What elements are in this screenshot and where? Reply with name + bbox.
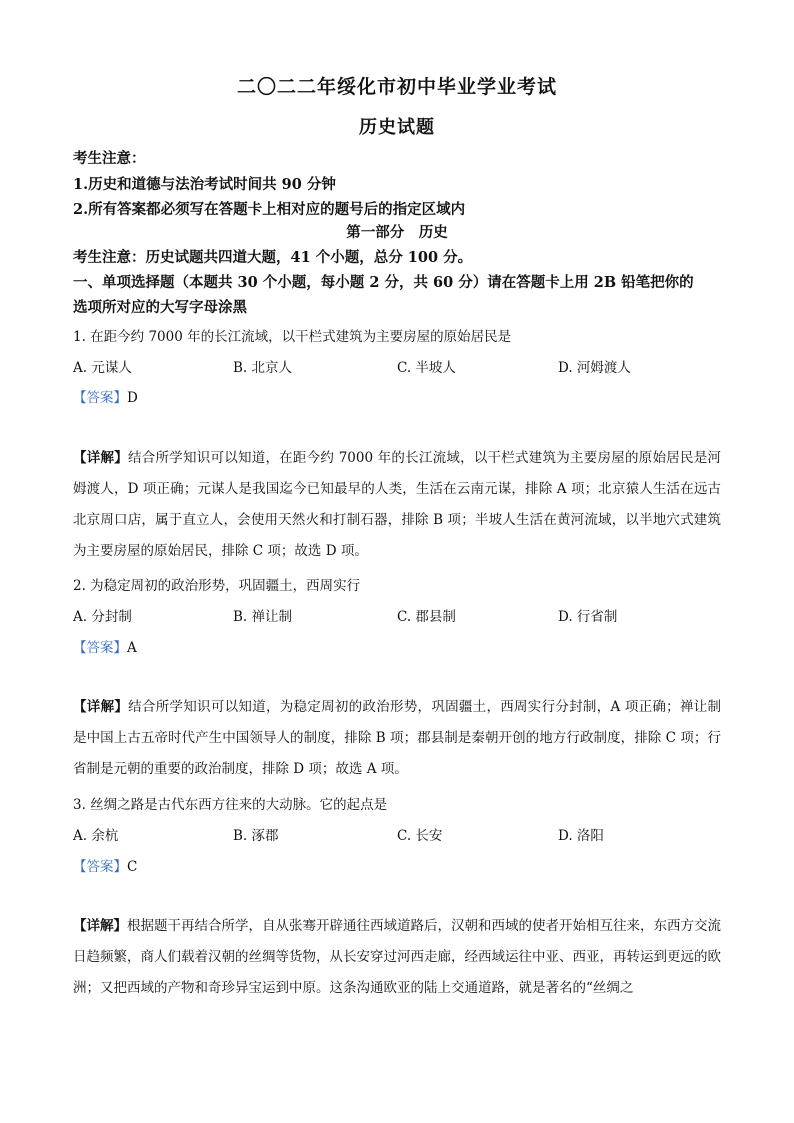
detail-text: 结合所学知识可以知道，为稳定周初的政治形势，巩固疆土，西周实行分封制，A 项正确；禅让制是中国上古五帝时代产生中国领导人的制度，排除 B 项；郡县制是秦朝开创的地方行政制度，排除 C 项；行省制是元朝的重要的政治制度，排除 D 项；故选 A 项。 bbox=[73, 699, 722, 777]
answer-tag: 【答案】 bbox=[73, 640, 127, 656]
notice-item-1: 1.历史和道德与法治考试时间共 90 分钟 bbox=[73, 176, 336, 193]
answer-value: D bbox=[127, 390, 138, 406]
detail-text: 根据题干再结合所学，自从张骞开辟通往西域道路后，汉朝和西域的使者开始相互往来，东西方交流日趋频繁，商人们载着汉朝的丝绸等货物，从长安穿过河西走廊，经西域运往中亚、西亚，再转运到更远的欧洲；又把西域的产物和奇珍异宝运到中原。这条沟通欧亚的陆上交通道路，就是著名的“丝绸之 bbox=[73, 918, 721, 996]
detail-text: 结合所学知识可以知道，在距今约 7000 年的长江流域，以干栏式建筑为主要房屋的原始居民是河姆渡人，D 项正确；元谋人是我国迄今已知最早的人类，生活在云南元谋，排除 A 项；北京猿人生活在远古北京周口店，属于直立人，会使用天然火和打制石器，排除 B 项；半坡人生活在黄河流域，以半地穴式建筑为主要房屋的原始居民，排除 C 项；故选 D 项。 bbox=[73, 450, 721, 559]
section-note: 考生注意：历史试题共四道大题，41 个小题，总分 100 分。 bbox=[73, 249, 473, 266]
part-heading: 第一部分 历史 bbox=[346, 224, 448, 241]
question-1-option-b: B. 北京人 bbox=[233, 360, 293, 376]
question-2-detail bbox=[73, 692, 721, 785]
question-2-option-c: C. 郡县制 bbox=[397, 609, 456, 625]
notice-heading: 考生注意： bbox=[73, 150, 146, 167]
question-1-option-c: C. 半坡人 bbox=[397, 360, 456, 376]
question-1-detail bbox=[73, 443, 721, 567]
question-2-stem: 2. 为稳定周初的政治形势，巩固疆土，西周实行 bbox=[73, 578, 361, 594]
detail-tag: 【详解】 bbox=[73, 918, 127, 934]
question-1-stem: 1. 在距今约 7000 年的长江流域，以干栏式建筑为主要房屋的原始居民是 bbox=[73, 329, 512, 345]
page-title: 二〇二二年绥化市初中毕业学业考试 bbox=[236, 76, 557, 98]
question-3-stem: 3. 丝绸之路是古代东西方往来的大动脉。它的起点是 bbox=[73, 797, 388, 813]
question-3-option-b: B. 涿郡 bbox=[233, 828, 279, 844]
question-2-option-b: B. 禅让制 bbox=[233, 609, 293, 625]
question-3-option-a: A. 余杭 bbox=[73, 828, 119, 844]
answer-value: A bbox=[127, 640, 137, 656]
section-instruction-line-2: 选项所对应的大写字母涂黑 bbox=[73, 299, 247, 316]
answer-value: C bbox=[127, 859, 138, 875]
question-2-option-d: D. 行省制 bbox=[558, 609, 618, 625]
question-3-answer bbox=[73, 855, 137, 875]
page-subtitle: 历史试题 bbox=[359, 117, 435, 138]
section-instruction-line-1: 一、单项选择题（本题共 30 个小题，每小题 2 分，共 60 分）请在答题卡上用 2B 铅笔把你的 bbox=[73, 274, 694, 291]
question-2-option-a: A. 分封制 bbox=[73, 609, 132, 625]
question-3-option-c: C. 长安 bbox=[397, 828, 443, 844]
answer-tag: 【答案】 bbox=[73, 859, 127, 875]
question-3-option-d: D. 洛阳 bbox=[558, 828, 604, 844]
question-1-answer bbox=[73, 386, 138, 406]
question-1-option-a: A. 元谋人 bbox=[73, 360, 132, 376]
detail-tag: 【详解】 bbox=[73, 450, 128, 466]
question-1-option-d: D. 河姆渡人 bbox=[558, 360, 631, 376]
answer-tag: 【答案】 bbox=[73, 390, 127, 406]
notice-item-2: 2.所有答案都必须写在答题卡上相对应的题号后的指定区域内 bbox=[73, 201, 466, 218]
detail-tag: 【详解】 bbox=[73, 699, 129, 715]
question-2-answer bbox=[73, 636, 137, 656]
question-3-detail bbox=[73, 911, 721, 1004]
